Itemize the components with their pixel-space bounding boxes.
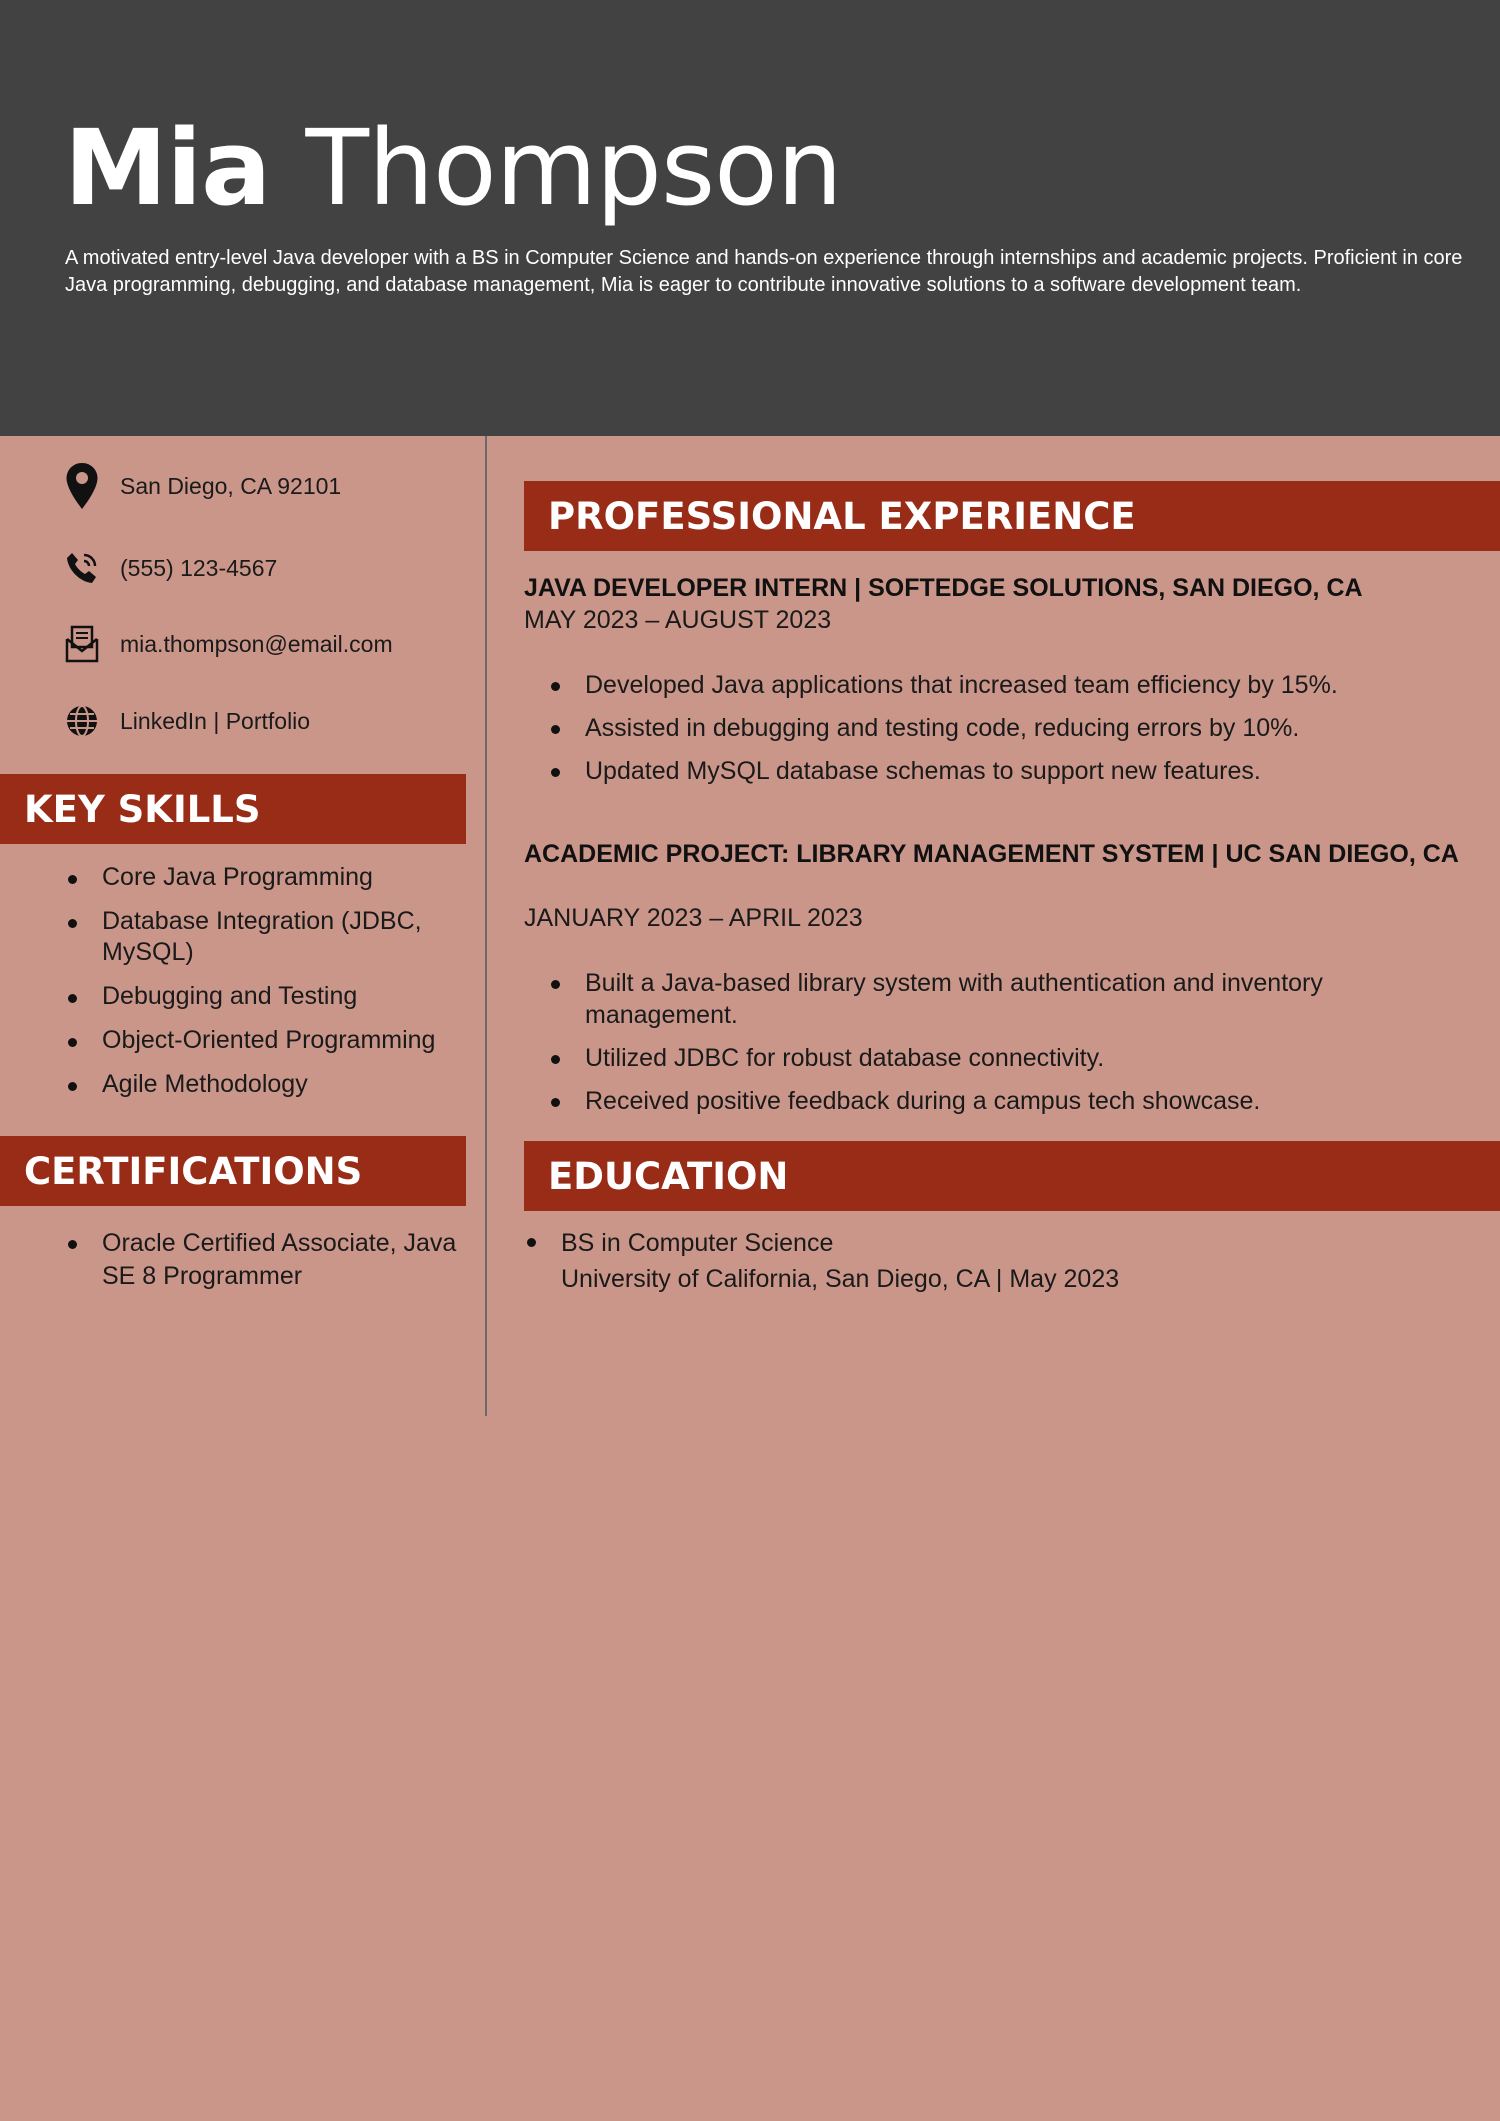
resume-header xyxy=(0,0,1500,436)
list-item: Updated MySQL database schemas to support new features. xyxy=(585,755,1465,787)
list-item: Received positive feedback during a campus tech showcase. xyxy=(585,1085,1465,1117)
certifications-list xyxy=(102,1227,472,1293)
experience-heading: PROFESSIONAL EXPERIENCE xyxy=(524,481,1500,551)
education-heading: EDUCATION xyxy=(524,1141,1500,1211)
location-text: San Diego, CA 92101 xyxy=(120,472,342,499)
location-pin-icon xyxy=(64,462,100,510)
list-item: Built a Java-based library system with authentication and inventory management. xyxy=(585,967,1465,1031)
envelope-icon xyxy=(64,620,100,668)
education-list xyxy=(561,1225,1461,1297)
list-item: Database Integration (JDBC, MySQL) xyxy=(102,906,482,968)
list-item: Assisted in debugging and testing code, reducing errors by 10%. xyxy=(585,712,1465,744)
list-item: Oracle Certified Associate, Java SE 8 Programmer xyxy=(102,1227,472,1293)
email-link[interactable]: mia.thompson@email.com xyxy=(120,630,393,657)
list-item: Object-Oriented Programming xyxy=(102,1025,482,1056)
contact-phone xyxy=(64,544,484,592)
job-bullets xyxy=(585,669,1465,798)
school-text: University of California, San Diego, CA | May 2023 xyxy=(561,1265,1120,1293)
list-item: Core Java Programming xyxy=(102,862,482,893)
list-item: Agile Methodology xyxy=(102,1069,482,1100)
contact-email xyxy=(64,620,484,668)
list-item: Developed Java applications that increased team efficiency by 15%. xyxy=(585,669,1465,701)
last-name: Thompson xyxy=(305,107,842,229)
globe-icon xyxy=(64,697,100,745)
phone-icon xyxy=(64,544,100,592)
job-dates: MAY 2023 – AUGUST 2023 xyxy=(524,606,832,634)
job-title: JAVA DEVELOPER INTERN | SOFTEDGE SOLUTIONS, SAN DIEGO, CA xyxy=(524,574,1363,602)
job-title: ACADEMIC PROJECT: LIBRARY MANAGEMENT SYSTEM | UC SAN DIEGO, CA xyxy=(524,840,1459,868)
contact-location xyxy=(64,462,484,510)
job-bullets xyxy=(585,967,1465,1128)
contact-links xyxy=(64,697,484,745)
degree-text: BS in Computer Science xyxy=(561,1229,834,1257)
key-skills-heading: KEY SKILLS xyxy=(0,774,466,844)
certifications-heading: CERTIFICATIONS xyxy=(0,1136,466,1206)
list-item: Debugging and Testing xyxy=(102,981,482,1012)
skills-list xyxy=(102,862,482,1113)
candidate-name xyxy=(64,108,842,228)
first-name: Mia xyxy=(64,107,271,229)
profile-links[interactable]: LinkedIn | Portfolio xyxy=(120,707,311,734)
list-item: Utilized JDBC for robust database connectivity. xyxy=(585,1042,1465,1074)
education-entry xyxy=(561,1225,1461,1297)
phone-text: (555) 123-4567 xyxy=(120,554,278,581)
summary-text: A motivated entry-level Java developer with a BS in Computer Science and hands-on experience through internships and academic projects. Proficient in core Java programming, debugging, and database management, Mia is eager to contribute innovative solutions to a software development team. xyxy=(65,247,1463,296)
job-dates: JANUARY 2023 – APRIL 2023 xyxy=(524,904,863,932)
